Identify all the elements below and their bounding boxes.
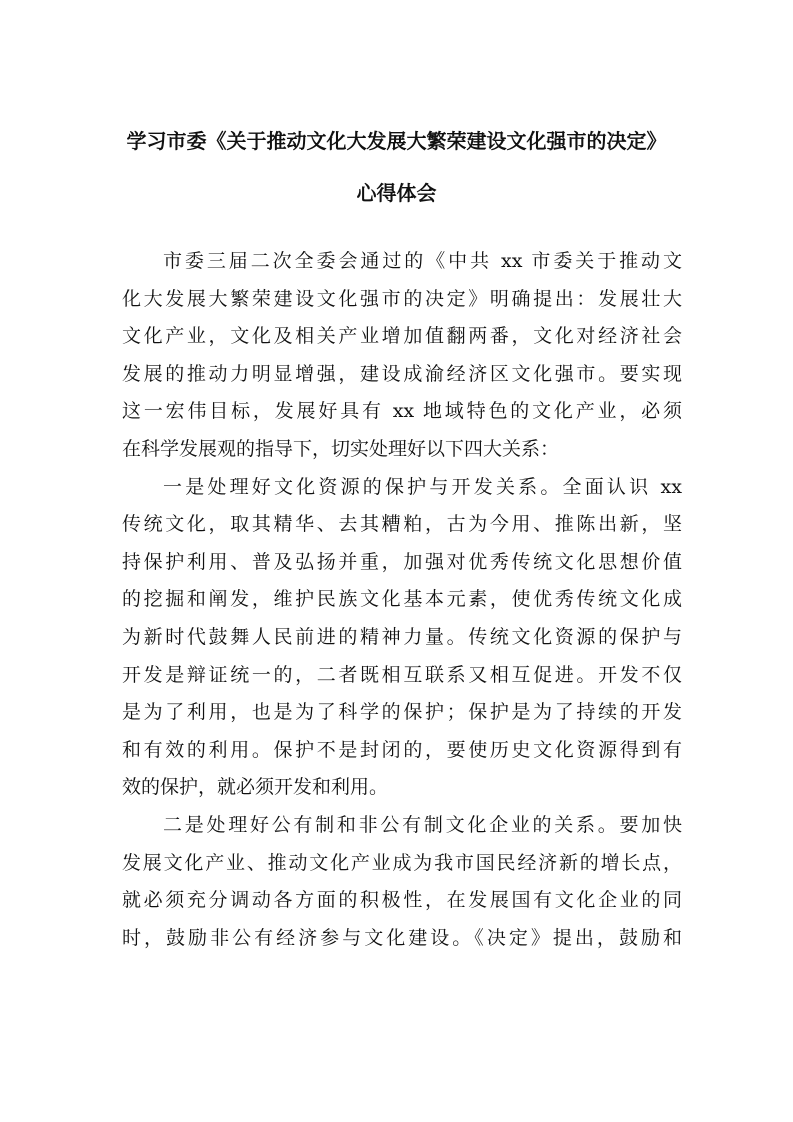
text-line: 化大发展大繁荣建设文化强市的决定》明确提出：发展壮大: [122, 287, 682, 310]
text-line: 和有效的利用。保护不是封闭的，要使历史文化资源得到有: [122, 738, 682, 761]
text-line: 的挖掘和阐发，维护民族文化基本元素，使优秀传统文化成: [122, 588, 682, 611]
text-line: 发展的推动力明显增强，建设成渝经济区文化强市。要实现: [122, 362, 682, 385]
text-line: 为新时代鼓舞人民前进的精神力量。传统文化资源的保护与: [122, 625, 682, 648]
text-line: 文化产业，文化及相关产业增加值翻两番，文化对经济社会: [122, 325, 682, 348]
text-line: 这一宏伟目标，发展好具有 xx 地域特色的文化产业，必须: [122, 400, 682, 423]
paragraph-intro: [122, 243, 682, 469]
text-line: 传统文化，取其精华、去其糟粕，古为今用、推陈出新，坚: [122, 513, 682, 536]
text-line: 持保护利用、普及弘扬并重，加强对优秀传统文化思想价值: [122, 550, 682, 573]
text-line: 效的保护，就必须开发和利用。: [122, 776, 389, 799]
text-line: 一是处理好文化资源的保护与开发关系。全面认识 xx: [163, 475, 682, 498]
text-line: 开发是辩证统一的，二者既相互联系又相互促进。开发不仅: [122, 663, 682, 686]
document-body: [122, 243, 682, 957]
text-line: 是为了利用，也是为了科学的保护；保护是为了持续的开发: [122, 701, 682, 724]
paragraph-second-relation: [122, 807, 682, 957]
text-line: 市委三届二次全委会通过的《中共 xx 市委关于推动文: [163, 250, 682, 272]
text-line: 发展文化产业、推动文化产业成为我市国民经济新的增长点，: [122, 851, 682, 874]
paragraph-first-relation: [122, 469, 682, 807]
text-line: 就必须充分调动各方面的积极性，在发展国有文化企业的同: [122, 889, 682, 912]
text-line: 在科学发展观的指导下，切实处理好以下四大关系：: [122, 437, 560, 460]
text-line: 时，鼓励非公有经济参与文化建设。《决定》提出，鼓励和: [122, 926, 682, 949]
text-line: 二是处理好公有制和非公有制文化企业的关系。要加快: [163, 813, 682, 836]
document-title: 学习市委《关于推动文化大发展大繁荣建设文化强市的决定》: [126, 129, 667, 153]
document-subtitle: 心得体会: [356, 181, 437, 205]
